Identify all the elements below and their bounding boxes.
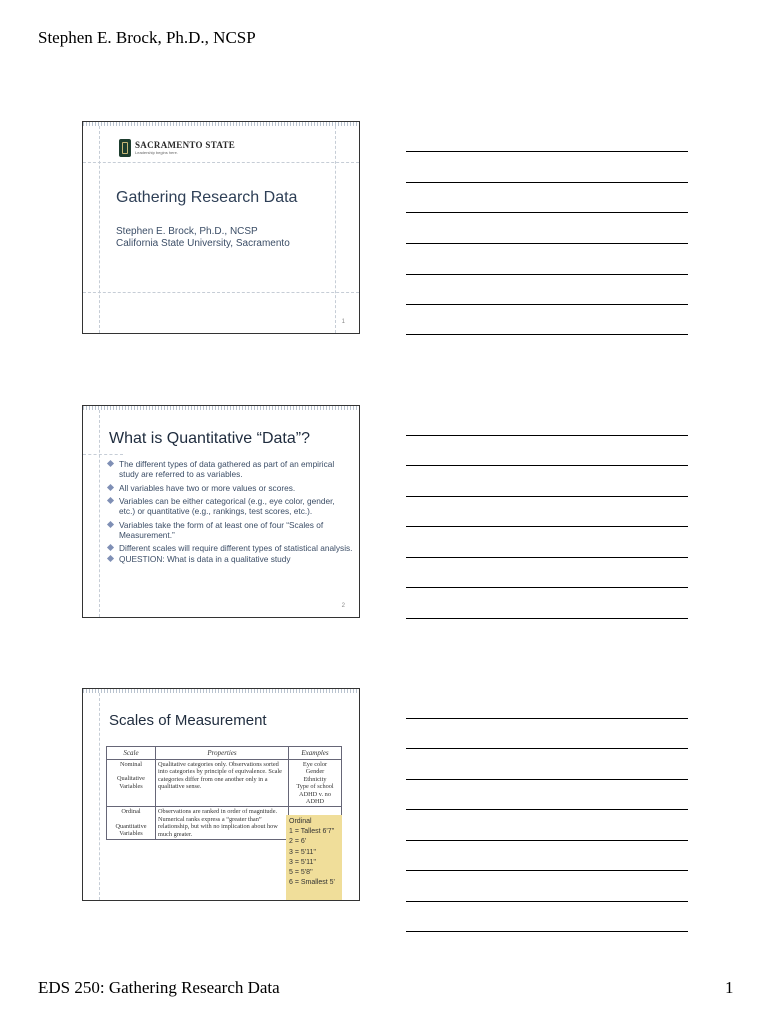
- presenter-name: Stephen E. Brock, Ph.D., NCSP: [116, 226, 258, 237]
- slide-top-border: [83, 406, 359, 410]
- list-item: 2 = 6': [289, 838, 307, 846]
- note-line: [406, 182, 688, 183]
- example-item: Gender: [305, 768, 325, 776]
- slide-2: [82, 405, 360, 618]
- note-line: [406, 435, 688, 436]
- note-line: [406, 526, 688, 527]
- note-line: [406, 557, 688, 558]
- note-line: [406, 809, 688, 810]
- example-item: Eye color: [302, 761, 328, 768]
- slide-subtitle: [116, 226, 290, 250]
- scale-type: Qualitative: [117, 775, 145, 783]
- page-number: 1: [725, 978, 734, 997]
- list-item: Variables take the form of at least one of four “Scales of Measurement.”: [107, 520, 353, 540]
- properties-cell: Qualitative categories only. Observations sorted into categories by principle of equivalence. Scale categories differ from one another only in a qualitative sense.: [156, 760, 289, 807]
- scale-name: Ordinal: [121, 808, 141, 816]
- note-line: [406, 496, 688, 497]
- scale-cell: [107, 760, 156, 807]
- list-item: 6 = Smallest 5': [289, 879, 335, 887]
- spacer: [109, 816, 153, 823]
- note-line: [406, 465, 688, 466]
- list-item: Different scales will require different types of statistical analysis.: [107, 543, 353, 553]
- example-item: ADHD v. no ADHD: [299, 790, 331, 806]
- slide-title: What is Quantitative “Data”?: [109, 430, 310, 447]
- page-footer-title: EDS 250: Gathering Research Data: [38, 978, 280, 997]
- note-line: [406, 779, 688, 780]
- slide-3: [82, 688, 360, 901]
- guide-line: [83, 292, 359, 293]
- table-row: [107, 760, 342, 807]
- logo-tagline: Leadership begins here.: [135, 150, 178, 155]
- list-item: 3 = 5'11'': [289, 858, 317, 866]
- note-line: [406, 212, 688, 213]
- note-line: [406, 901, 688, 902]
- ordinal-example-box: [286, 815, 342, 901]
- guide-line: [83, 162, 359, 163]
- list-item: 3 = 5'11'': [289, 848, 317, 856]
- list-item: The different types of data gathered as part of an empirical study are referred to as variables.: [107, 459, 353, 479]
- note-line: [406, 587, 688, 588]
- list-item: Variables can be either categorical (e.g., eye color, gender, etc.) or quantitative (e.g., rankings, test scores, etc.).: [107, 496, 353, 516]
- sacramento-state-logo: [119, 139, 235, 157]
- example-item: Ethnicity: [303, 775, 327, 783]
- guide-line: [99, 410, 100, 617]
- page-header: Stephen E. Brock, Ph.D., NCSP: [38, 28, 256, 47]
- hornet-logo-icon: [119, 139, 131, 157]
- column-header-properties: Properties: [156, 747, 289, 760]
- note-line: [406, 840, 688, 841]
- list-item: QUESTION: What is data in a qualitative study: [107, 554, 353, 564]
- note-line: [406, 334, 688, 335]
- presenter-affiliation: California State University, Sacramento: [116, 238, 290, 249]
- column-header-examples: Examples: [289, 747, 342, 760]
- note-line: [406, 718, 688, 719]
- slide-title: Scales of Measurement: [109, 712, 267, 729]
- guide-line: [83, 454, 123, 455]
- list-item: 1 = Tallest 6'7'': [289, 828, 335, 836]
- slide-top-border: [83, 689, 359, 693]
- note-line: [406, 870, 688, 871]
- scale-type: Quantitative: [115, 822, 147, 830]
- list-item: All variables have two or more values or scores.: [107, 483, 353, 493]
- guide-line: [335, 126, 336, 333]
- slide-1: [82, 121, 360, 334]
- scale-type-variables: Variables: [119, 782, 143, 790]
- slide-number: 2: [341, 603, 345, 609]
- bullet-list: [107, 459, 353, 567]
- note-line: [406, 618, 688, 619]
- guide-line: [99, 693, 100, 900]
- scale-cell: [107, 807, 156, 840]
- column-header-scale: Scale: [107, 747, 156, 760]
- logo-name: SACRAMENTO STATE: [135, 140, 236, 150]
- guide-line: [99, 126, 100, 333]
- slide-top-border: [83, 122, 359, 126]
- slide-number: 1: [341, 319, 345, 325]
- note-line: [406, 931, 688, 932]
- scale-type-variables: Variables: [119, 830, 143, 838]
- examples-cell: [289, 760, 342, 807]
- note-line: [406, 243, 688, 244]
- ordinal-label: Ordinal: [289, 818, 312, 825]
- example-item: Type of school: [296, 783, 334, 791]
- spacer: [109, 768, 153, 775]
- properties-cell: Observations are ranked in order of magnitude. Numerical ranks express a “greater than” relationship, but with no implication about how much greater.: [156, 807, 289, 840]
- note-line: [406, 151, 688, 152]
- note-line: [406, 274, 688, 275]
- note-line: [406, 304, 688, 305]
- list-item: 5 = 5'8'': [289, 869, 313, 877]
- slide-title: Gathering Research Data: [116, 189, 298, 206]
- note-line: [406, 748, 688, 749]
- scale-name: Nominal: [119, 761, 143, 768]
